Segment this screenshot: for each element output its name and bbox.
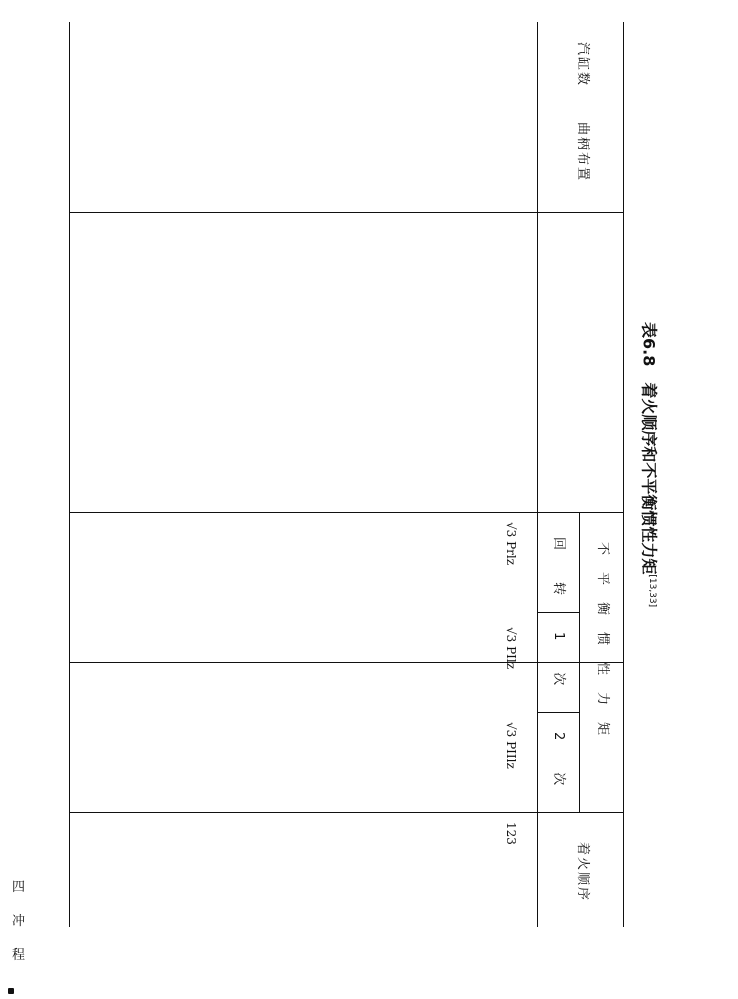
cell-order: 123	[504, 822, 518, 845]
col-rule-4	[70, 812, 624, 813]
cell-second: √3 PIIlz	[504, 722, 518, 769]
col-rule-1	[70, 212, 624, 213]
subcol-rule-1	[538, 612, 580, 613]
table-title-text: 表6.8 着火顺序和不平衡惯性力矩	[639, 322, 659, 575]
header-second: 2 次	[551, 732, 566, 788]
page-corner-mark	[8, 988, 14, 994]
col-rule-2	[70, 512, 624, 513]
cell-rot: √3 Prlz	[504, 522, 518, 566]
side-label: 冲	[12, 914, 26, 929]
rule-top	[623, 22, 624, 927]
subcol-rule-2	[538, 712, 580, 713]
side-label: 程	[12, 948, 26, 963]
header-unbalanced: 不 平 衡 惯 性 力 矩	[595, 542, 610, 738]
rotated-table-sheet	[68, 22, 668, 952]
col-rule-3	[70, 662, 624, 663]
header-rotating: 回 转	[551, 537, 566, 598]
header-first: 1 次	[551, 632, 566, 688]
table-title-ref: [13,33]	[647, 574, 657, 608]
header-order: 着火顺序	[575, 842, 590, 903]
table-title	[641, 322, 660, 607]
side-label: 四	[12, 880, 26, 895]
cell-first: √3 PIlz	[504, 627, 518, 670]
rule-header-bottom	[537, 22, 538, 927]
rule-bottom	[69, 22, 70, 927]
rule-subheader	[579, 512, 580, 812]
header-cylinders: 汽缸数	[575, 42, 590, 88]
header-crank: 曲柄布置	[575, 122, 590, 183]
